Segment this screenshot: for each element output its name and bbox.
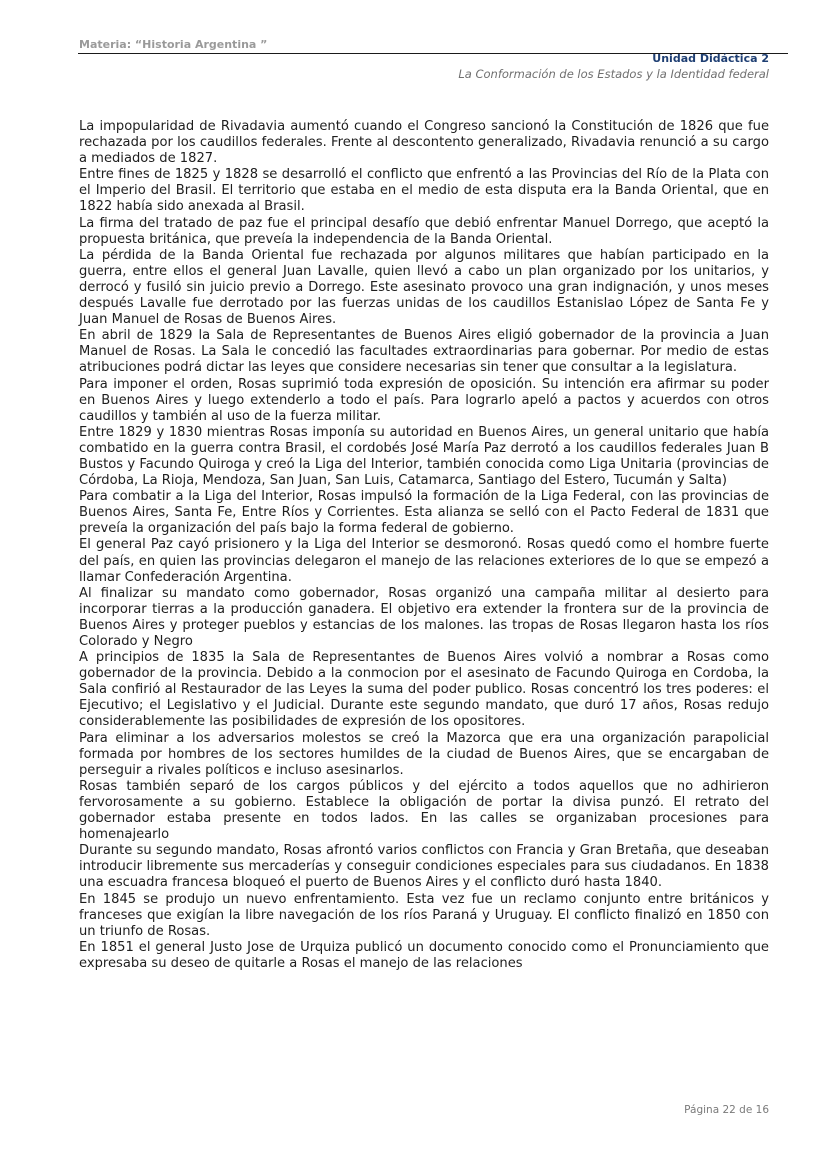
subject-label: Materia: “Historia Argentina ” (79, 38, 268, 51)
page-header (0, 0, 828, 100)
unit-subtitle: La Conformación de los Estados y la Identidad federal (458, 67, 769, 81)
paragraph: Entre fines de 1825 y 1828 se desarrolló el conflicto que enfrentó a las Provincias del Río de la Plata con el Imperio del Brasil. El territorio que estaba en el medio de esta disputa era la Banda Oriental, que en 1822 había sido anexada al Brasil. (79, 167, 769, 215)
paragraph: La firma del tratado de paz fue el principal desafío que debió enfrentar Manuel Dorrego, que aceptó la propuesta británica, que preveía la independencia de la Banda Oriental. (79, 215, 769, 247)
paragraph: Durante su segundo mandato, Rosas afrontó varios conflictos con Francia y Gran Bretaña, que deseaban introducir libremente sus mercaderías y conseguir condiciones especiales para sus ciudadanos. En 1838 una escuadra francesa bloqueó el puerto de Buenos Aires y el conflicto duró hasta 1840. (79, 843, 769, 891)
paragraph: El general Paz cayó prisionero y la Liga del Interior se desmoronó. Rosas quedó como el hombre fuerte del país, en quien las provincias delegaron el manejo de las relaciones exteriores de lo que se empezó a llamar Confederación Argentina. (79, 537, 769, 585)
paragraph: A principios de 1835 la Sala de Representantes de Buenos Aires volvió a nombrar a Rosas como gobernador de la provincia. Debido a la conmocion por el asesinato de Facundo Quiroga en Cordoba, la Sala confirió al Restaurador de las Leyes la suma del poder publico. Rosas concentró los tres poderes: el Ejecutivo; el Legislativo y el Judicial. Durante este segundo mandato, que duró 17 años, Rosas redujo considerablemente las posibilidades de expresión de los opositores. (79, 650, 769, 730)
paragraph: La impopularidad de Rivadavia aumentó cuando el Congreso sancionó la Constitución de 1826 que fue rechazada por los caudillos federales. Frente al descontento generalizado, Rivadavia renunció a su cargo a mediados de 1827. (79, 119, 769, 167)
page-number: Página 22 de 16 (684, 1104, 769, 1116)
unit-title: Unidad Didáctica 2 (652, 52, 769, 65)
paragraph: Para eliminar a los adversarios molestos se creó la Mazorca que era una organización parapolicial formada por hombres de los sectores humildes de la ciudad de Buenos Aires, que se encargaban de perseguir a rivales políticos e incluso asesinarlos. (79, 730, 769, 778)
paragraph: Al finalizar su mandato como gobernador, Rosas organizó una campaña militar al desierto para incorporar tierras a la producción ganadera. El objetivo era extender la frontera sur de la provincia de Buenos Aires y proteger pueblos y estancias de los malones. las tropas de Rosas llegaron hasta los ríos Colorado y Negro (79, 585, 769, 649)
paragraph: Para imponer el orden, Rosas suprimió toda expresión de oposición. Su intención era afirmar su poder en Buenos Aires y luego extenderlo a todo el país. Para lograrlo apeló a pactos y acuerdos con otros caudillos y también al uso de la fuerza militar. (79, 376, 769, 424)
paragraph: Entre 1829 y 1830 mientras Rosas imponía su autoridad en Buenos Aires, un general unitario que había combatido en la guerra contra Brasil, el cordobés José María Paz derrotó a los caudillos federales Juan B Bustos y Facundo Quiroga y creó la Liga del Interior, también conocida como Liga Unitaria (provincias de Córdoba, La Rioja, Mendoza, San Juan, San Luis, Catamarca, Santiago del Estero, Tucumán y Salta) (79, 424, 769, 489)
document-body (79, 119, 769, 972)
paragraph: En 1851 el general Justo Jose de Urquiza publicó un documento conocido como el Pronunciamiento que expresaba su deseo de quitarle a Rosas el manejo de las relaciones (79, 939, 769, 971)
paragraph: Rosas también separó de los cargos públicos y del ejército a todos aquellos que no adhirieron fervorosamente a su gobierno. Establece la obligación de portar la divisa punzó. El retrato del gobernador estaba presente en todos lados. En las calles se organizaban procesiones para homenajearlo (79, 778, 769, 843)
paragraph: En 1845 se produjo un nuevo enfrentamiento. Esta vez fue un reclamo conjunto entre británicos y franceses que exigían la libre navegación de los ríos Paraná y Uruguay. El conflicto finalizó en 1850 con un triunfo de Rosas. (79, 891, 769, 939)
paragraph: La pérdida de la Banda Oriental fue rechazada por algunos militares que habían participado en la guerra, entre ellos el general Juan Lavalle, quien llevó a cabo un plan organizado por los unitarios, y derrocó y fusiló sin juicio previo a Dorrego. Este asesinato provoco una gran indignación, y unos meses después Lavalle fue derrotado por las fuerzas unidas de los caudillos Estanislao López de Santa Fe y Juan Manuel de Rosas de Buenos Aires. (79, 247, 769, 328)
paragraph: En abril de 1829 la Sala de Representantes de Buenos Aires eligió gobernador de la provincia a Juan Manuel de Rosas. La Sala le concedió las facultades extraordinarias para gobernar. Por medio de estas atribuciones podrá dictar las leyes que considere necesarias sin tener que consultar a la legislatura. (79, 328, 769, 376)
paragraph: Para combatir a la Liga del Interior, Rosas impulsó la formación de la Liga Federal, con las provincias de Buenos Aires, Santa Fe, Entre Ríos y Corrientes. Esta alianza se selló con el Pacto Federal de 1831 que preveía la organización del país bajo la forma federal de gobierno. (79, 489, 769, 537)
